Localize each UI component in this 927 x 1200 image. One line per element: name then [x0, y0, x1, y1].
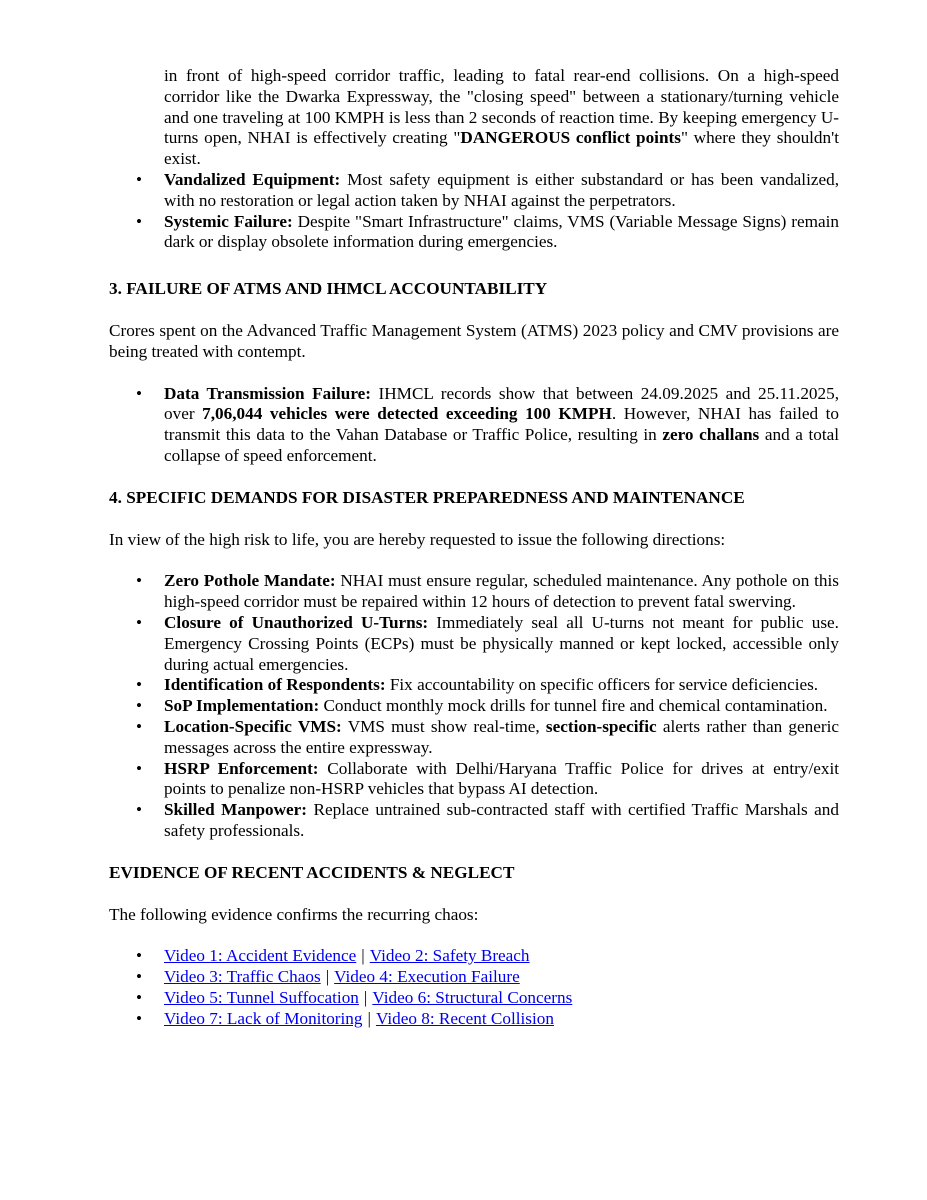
list-item	[109, 759, 839, 801]
list-item	[109, 675, 839, 696]
bullet-label: Skilled Manpower:	[164, 800, 308, 820]
bullet-label: Closure of Unauthorized U-Turns:	[164, 612, 429, 632]
video-1-link[interactable]: Video 1: Accident Evidence	[164, 946, 357, 966]
list-item	[109, 946, 839, 967]
video-4-link[interactable]: Video 4: Execution Failure	[334, 967, 520, 987]
evidence-intro: The following evidence confirms the recurring chaos:	[109, 904, 479, 924]
list-item	[109, 170, 839, 212]
bullet-text: Conduct monthly mock drills for tunnel fire and chemical contamination.	[319, 696, 828, 716]
bullet-text: alerts rather than generic messages across the entire expressway.	[164, 716, 840, 757]
continued-text: in front of high-speed corridor traffic, leading to fatal rear-end collisions. On a high-speed corridor like the Dwarka Expressway, the "closing speed" between a stationary/turning vehicle and one traveling at 100 KMPH is less than 2 seconds of reaction time. By keeping emergency U-turns open, NHAI is effectively creating "	[164, 66, 839, 148]
bullet-label: Zero Pothole Mandate:	[164, 571, 336, 591]
bullet-label: HSRP Enforcement:	[164, 758, 319, 778]
list-item	[109, 384, 839, 467]
bullet-label: Identification of Respondents:	[164, 675, 386, 695]
bullet-text: Despite "Smart Infrastructure" claims, VMS (Variable Message Signs) remain dark or display obsolete information during emergencies.	[164, 211, 839, 252]
bullet-text: . However, NHAI has failed to transmit this data to the Vahan Database or Traffic Police, resulting in	[164, 404, 840, 445]
continued-text-end: " where they shouldn't exist.	[164, 128, 839, 169]
evidence-link-list	[109, 946, 839, 1029]
link-separator: |	[325, 967, 330, 987]
bullet-text: NHAI must ensure regular, scheduled maintenance. Any pothole on this high-speed corridor must be repaired within 12 hours of detection to prevent fatal swerving.	[164, 571, 839, 612]
section2-bullet-list	[109, 66, 839, 253]
bullet-text: Most safety equipment is either substandard or has been vandalized, with no restoration or legal action taken by NHAI against the perpetrators.	[164, 169, 839, 210]
bullet-text: Fix accountability on specific officers for service deficiencies.	[385, 675, 819, 695]
video-5-link[interactable]: Video 5: Tunnel Suffocation	[164, 987, 359, 1007]
bullet-label: Vandalized Equipment:	[164, 169, 341, 189]
video-3-link[interactable]: Video 3: Traffic Chaos	[164, 967, 321, 987]
section3-bullet-list	[109, 384, 839, 467]
bullet-bold-text: zero challans	[662, 425, 760, 445]
bullet-text: IHMCL records show that between 24.09.2025 and 25.11.2025, over	[164, 383, 839, 424]
bullet-text: Replace untrained sub-contracted staff with certified Traffic Marshals and safety professionals.	[164, 800, 839, 840]
bullet-label: Systemic Failure:	[164, 211, 293, 231]
document-page	[109, 66, 839, 1029]
section4-bullet-list	[109, 571, 839, 841]
list-item	[109, 717, 839, 759]
video-7-link[interactable]: Video 7: Lack of Monitoring	[164, 1008, 363, 1028]
list-item	[109, 212, 839, 254]
bullet-label: Location-Specific VMS:	[164, 716, 342, 736]
list-item	[109, 696, 839, 717]
video-2-link[interactable]: Video 2: Safety Breach	[369, 946, 530, 966]
section4-intro: In view of the high risk to life, you are hereby requested to issue the following directions:	[109, 529, 726, 549]
section3-intro: Crores spent on the Advanced Traffic Management System (ATMS) 2023 policy and CMV provisions are being treated with contempt.	[109, 320, 839, 361]
link-separator: |	[367, 1008, 371, 1028]
bullet-label: SoP Implementation:	[164, 696, 320, 716]
video-6-link[interactable]: Video 6: Structural Concerns	[372, 987, 573, 1007]
bullet-text: Immediately seal all U-turns not meant for public use. Emergency Crossing Points (ECPs) must be physically manned or kept locked, accessible only during actual emergencies.	[164, 612, 839, 674]
bullet-label: Data Transmission Failure:	[164, 383, 371, 403]
list-item	[109, 613, 839, 675]
continued-bullet	[109, 66, 839, 170]
list-item	[109, 988, 839, 1009]
evidence-heading: EVIDENCE OF RECENT ACCIDENTS & NEGLECT	[109, 862, 515, 882]
continued-bold-text: DANGEROUS conflict points	[460, 128, 681, 148]
list-item	[109, 1009, 839, 1030]
bullet-bold-text: 7,06,044 vehicles were detected exceeding 100 KMPH	[202, 404, 612, 424]
link-separator: |	[363, 987, 368, 1007]
bullet-text: and a total collapse of speed enforcement.	[164, 425, 840, 465]
section4-heading: 4. SPECIFIC DEMANDS FOR DISASTER PREPAREDNESS AND MAINTENANCE	[109, 487, 745, 507]
section3-heading: 3. FAILURE OF ATMS AND IHMCL ACCOUNTABILITY	[109, 279, 548, 299]
video-8-link[interactable]: Video 8: Recent Collision	[375, 1008, 554, 1028]
bullet-text: VMS must show real-time,	[341, 716, 546, 736]
link-separator: |	[361, 946, 365, 966]
list-item	[109, 967, 839, 988]
list-item	[109, 571, 839, 613]
bullet-bold-text: section-specific	[545, 716, 657, 736]
list-item	[109, 800, 839, 842]
bullet-text: Collaborate with Delhi/Haryana Traffic Police for drives at entry/exit points to penalize non-HSRP vehicles that bypass AI detection.	[164, 758, 839, 799]
